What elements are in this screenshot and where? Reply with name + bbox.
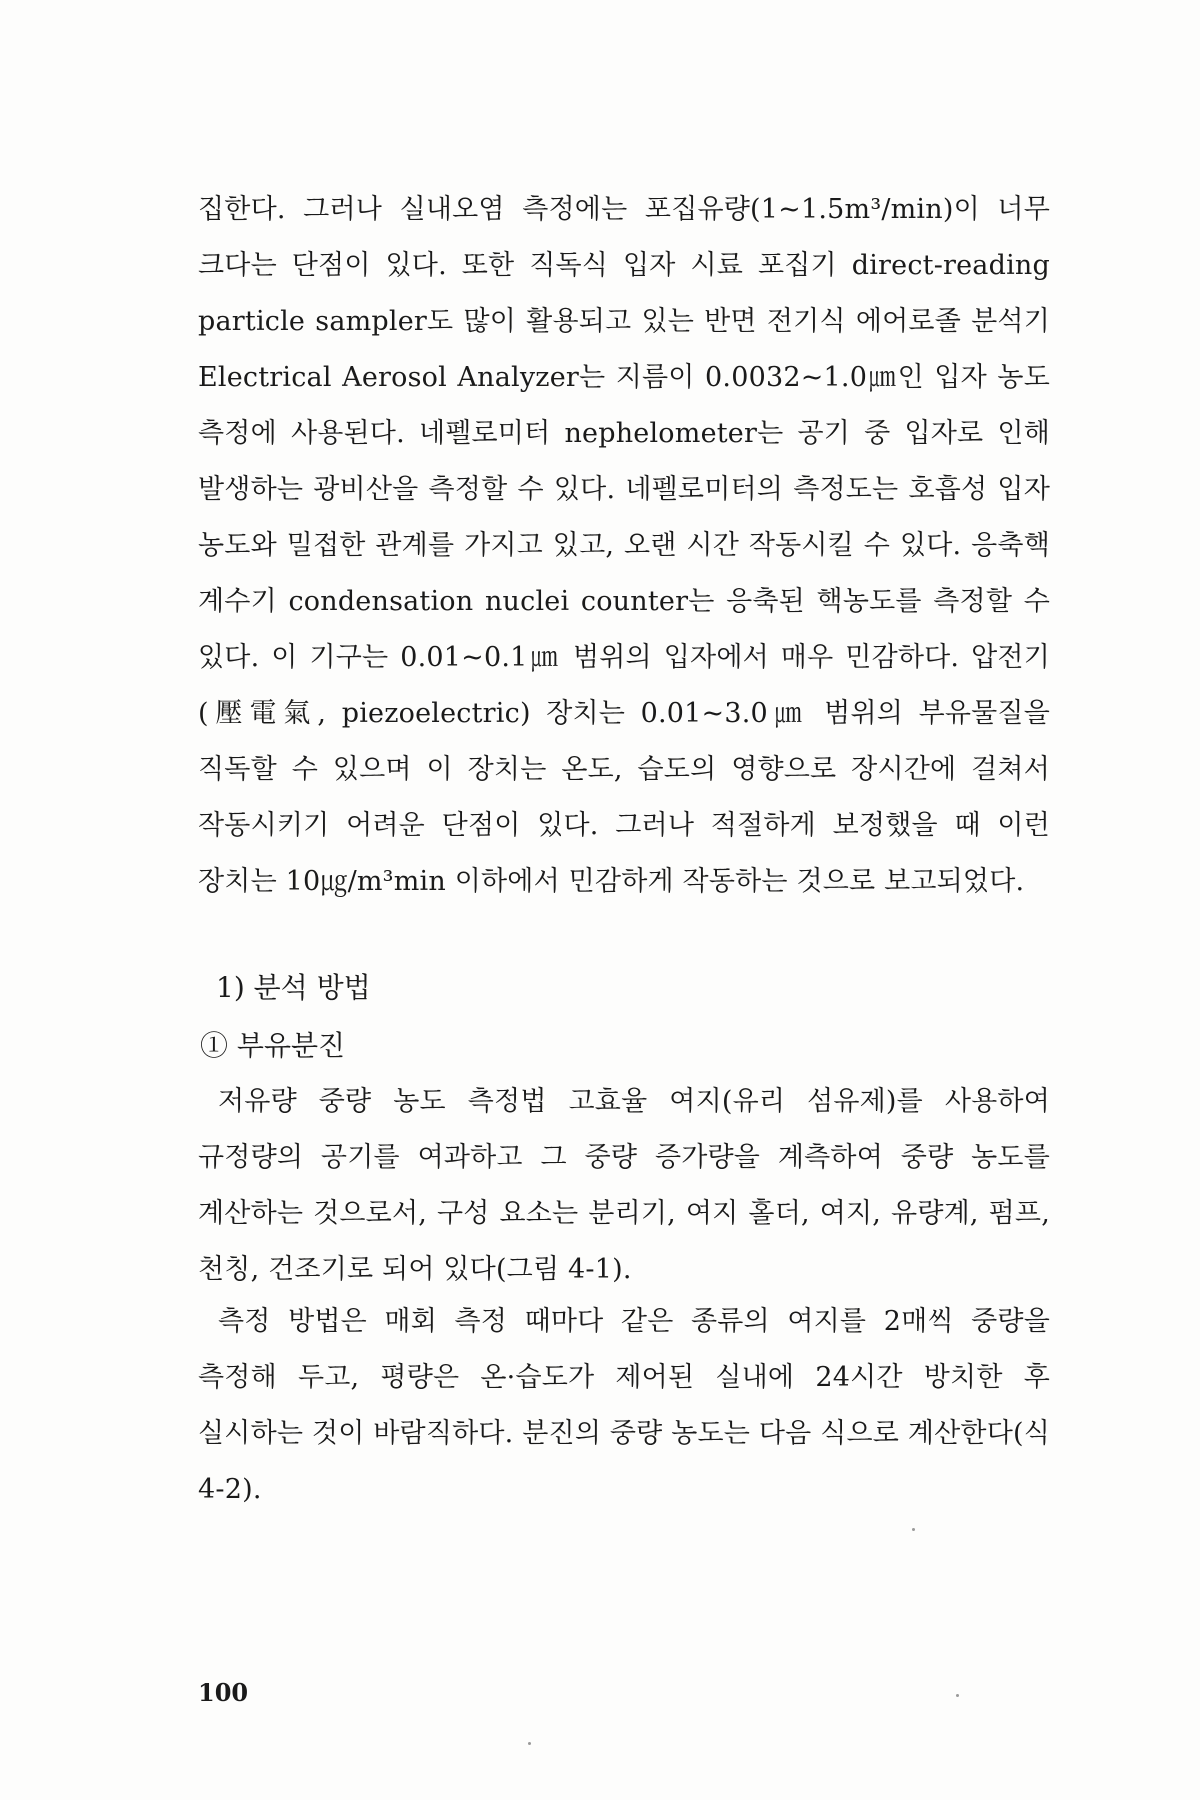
page-number: 100 bbox=[198, 1678, 249, 1707]
scan-speck bbox=[956, 1694, 959, 1697]
body-paragraph-low-flow-method: 저유량 중량 농도 측정법 고효율 여지(유리 섬유제)를 사용하여 규정량의 공기를 여과하고 그 중량 증가량을 계측하여 중량 농도를 계산하는 것으로서, 구성 요소는 분리기, 여지 홀더, 여지, 유량계, 펌프, 천칭, 건조기로 되어 있다(그림 4-1). bbox=[198, 1086, 1050, 1285]
body-paragraph-aerosol-samplers: 집한다. 그러나 실내오염 측정에는 포집유량(1~1.5m³/min)이 너무 크다는 단점이 있다. 또한 직독식 입자 시료 포집기 direct-reading particle sampler도 많이 활용되고 있는 반면 전기식 에어로졸 분석기 Electrical Aerosol Analyzer는 지름이 0.0032~1.0㎛인 입자 농도 측정에 사용된다. 네펠로미터 nephelometer는 공기 중 입자로 인해 발생하는 광비산을 측정할 수 있다. 네펠로미터의 측정도는 호흡성 입자 농도와 밀접한 관계를 가지고 있고, 오랜 시간 작동시킬 수 있다. 응축핵 계수기 condensation nuclei counter는 응축된 핵농도를 측정할 수 있다. 이 기구는 0.01~0.1㎛ 범위의 입자에서 매우 민감하다. 압전기(壓電氣, piezoelectric) 장치는 0.01~3.0㎛ 범위의 부유물질을 직독할 수 있으며 이 장치는 온도, 습도의 영향으로 장시간에 걸쳐서 작동시키기 어려운 단점이 있다. 그러나 적절하게 보정했을 때 이런 장치는 10㎍/m³min 이하에서 민감하게 작동하는 것으로 보고되었다. bbox=[198, 194, 1050, 897]
scan-speck bbox=[528, 1742, 531, 1745]
subsection-heading-suspended-dust: ① 부유분진 bbox=[200, 1029, 346, 1062]
section-heading-analysis-method: 1) 분석 방법 bbox=[216, 971, 371, 1004]
scan-speck bbox=[912, 1528, 915, 1531]
body-paragraph-measurement-procedure: 측정 방법은 매회 측정 때마다 같은 종류의 여지를 2매씩 중량을 측정해 두고, 평량은 온·습도가 제어된 실내에 24시간 방치한 후 실시하는 것이 바람직하다. 분진의 중량 농도는 다음 식으로 계산한다(식 4-2). bbox=[198, 1306, 1050, 1505]
